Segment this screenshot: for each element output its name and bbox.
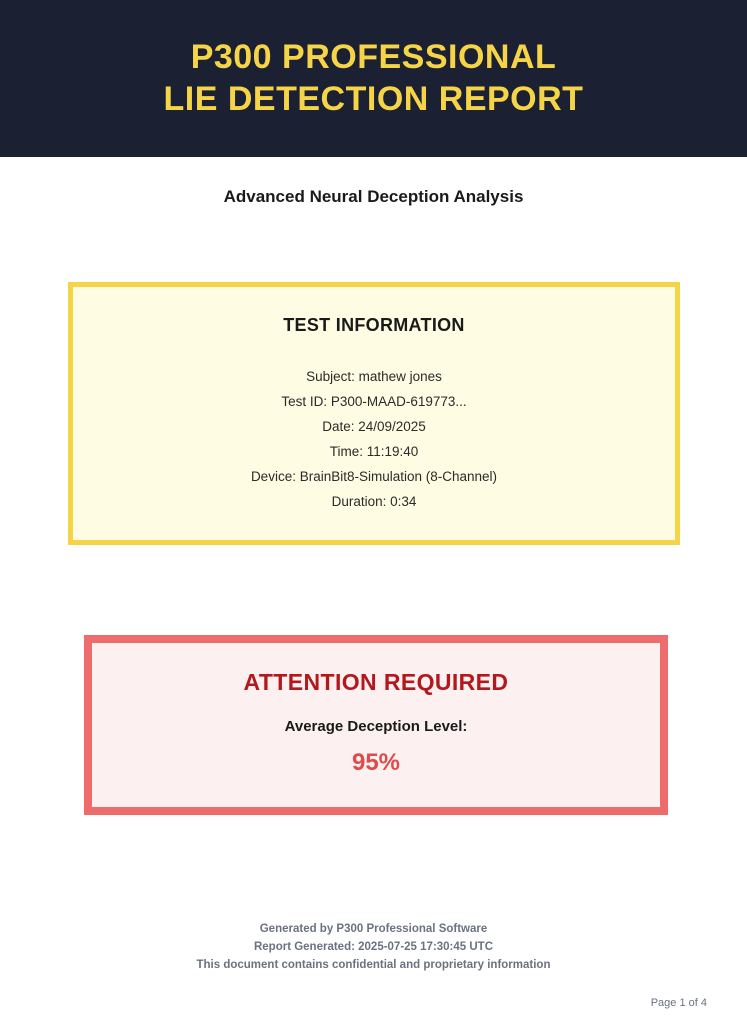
- report-header: [0, 0, 747, 157]
- report-footer: [0, 920, 747, 974]
- test-information-panel: [68, 282, 680, 545]
- footer-report-generated: Report Generated: 2025-07-25 17:30:45 UTC: [253, 941, 494, 953]
- test-information-time: Time: 11:19:40: [329, 444, 419, 459]
- test-information-title: TEST INFORMATION: [283, 315, 465, 335]
- report-subtitle: Advanced Neural Deception Analysis: [223, 187, 524, 206]
- test-information-device: Device: BrainBit8-Simulation (8-Channel): [250, 469, 498, 484]
- report-title-line-2: LIE DETECTION REPORT: [163, 79, 584, 118]
- attention-required-panel: [84, 635, 668, 815]
- test-information-subject: Subject: mathew jones: [306, 369, 442, 384]
- attention-required-title: ATTENTION REQUIRED: [243, 669, 509, 695]
- average-deception-level-value: 95%: [351, 749, 401, 776]
- test-information-date: Date: 24/09/2025: [322, 419, 426, 434]
- average-deception-level-label: Average Deception Level:: [284, 718, 468, 735]
- test-information-duration: Duration: 0:34: [331, 494, 417, 509]
- footer-generated-by: Generated by P300 Professional Software: [259, 923, 488, 935]
- footer-confidentiality-notice: This document contains confidential and proprietary information: [196, 959, 551, 971]
- test-information-test-id: Test ID: P300-MAAD-619773...: [281, 394, 467, 409]
- report-title-line-1: P300 PROFESSIONAL: [190, 38, 557, 77]
- page-number: Page 1 of 4: [650, 997, 707, 1009]
